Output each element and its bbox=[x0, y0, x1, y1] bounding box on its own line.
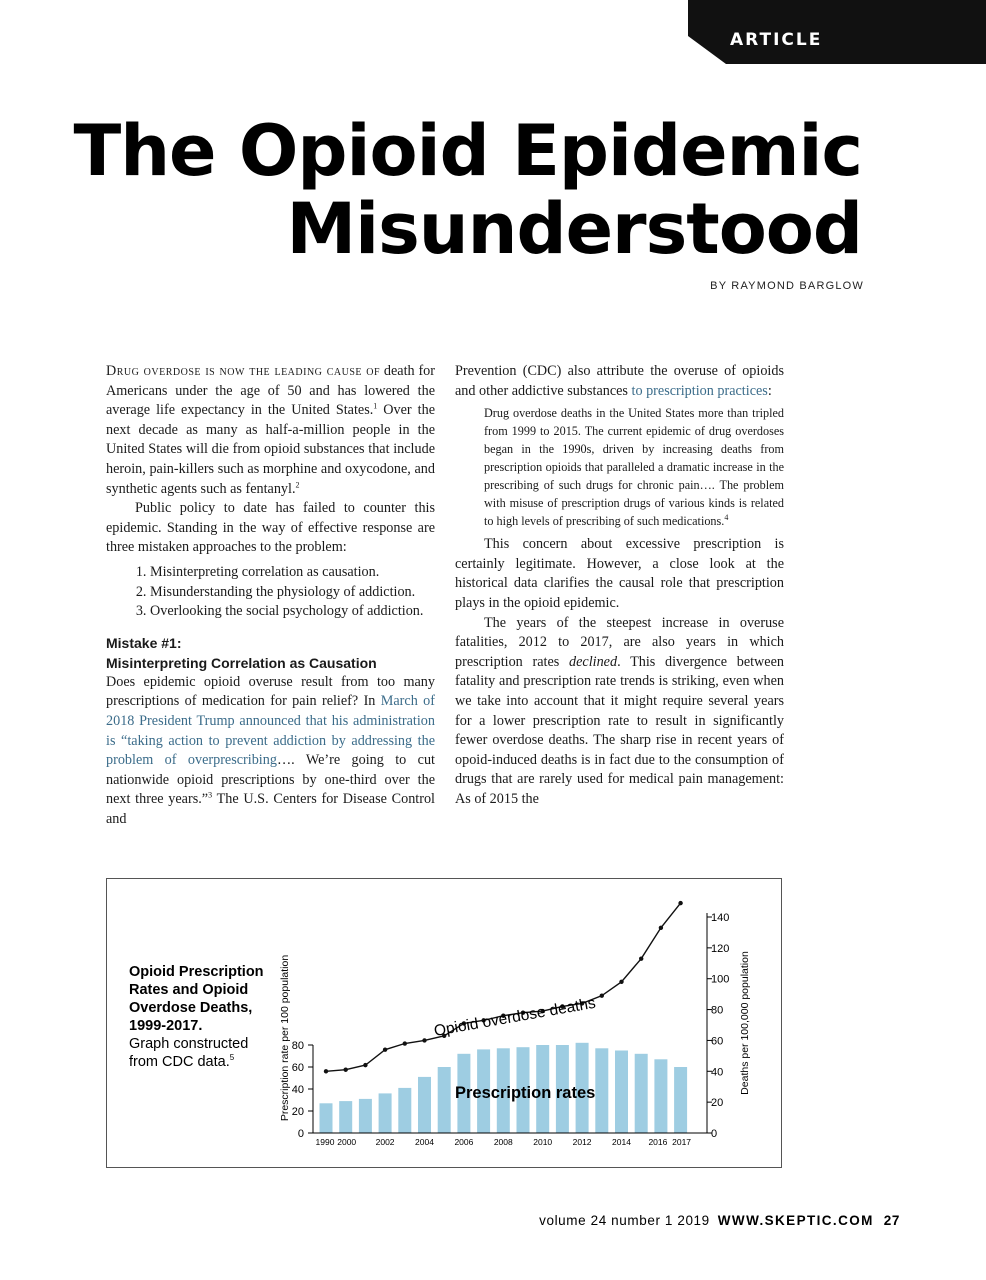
deaths-point-2013 bbox=[600, 993, 604, 997]
right-tick-label: 80 bbox=[711, 1004, 724, 1017]
x-tick-label: 2008 bbox=[493, 1137, 513, 1147]
x-tick-label: 2000 bbox=[337, 1137, 357, 1147]
section-heading-line2: Misinterpreting Correlation as Causation bbox=[106, 654, 377, 671]
paragraph-intro bbox=[106, 362, 435, 499]
footnote-ref: 1 bbox=[373, 401, 378, 411]
deaths-point-2015 bbox=[639, 956, 643, 960]
x-tick-label: 2006 bbox=[454, 1137, 474, 1147]
line-annotation: Opioid overdose deaths bbox=[432, 994, 597, 1040]
bar-2004 bbox=[418, 1077, 431, 1133]
bar-2017 bbox=[674, 1067, 687, 1133]
article-title bbox=[73, 112, 862, 268]
bars-annotation: Prescription rates bbox=[455, 1084, 596, 1102]
footnote-ref: 3 bbox=[208, 790, 213, 800]
byline: BY RAYMOND BARGLOW bbox=[710, 280, 864, 292]
bar-2015 bbox=[635, 1054, 648, 1133]
deaths-line bbox=[326, 903, 681, 1071]
right-tick-label: 40 bbox=[711, 1066, 724, 1079]
bar-2001 bbox=[359, 1099, 372, 1133]
bar-2003 bbox=[398, 1088, 411, 1133]
right-axis-title: Deaths per 100,000 population bbox=[739, 951, 751, 1095]
chart-caption-title: Opioid Prescription Rates and Opioid Overdose Deaths, 1999-2017. bbox=[129, 964, 264, 1034]
quote-text: Drug overdose deaths in the United States more than tripled from 1999 to 2015. The current epidemic of drug overdoses began in the 1990s, driven by increasing deaths from prescription opioids that paralleled a dramatic increase in the prescribing of such drugs for chronic pain…. The problem with misuse of prescription drugs of various kinds is related to high levels of prescribing of such medications. bbox=[484, 406, 784, 529]
deaths-point-2000 bbox=[344, 1068, 348, 1072]
right-tick-label: 100 bbox=[711, 973, 730, 986]
paragraph-concern: This concern about excessive prescription is certainly legitimate. However, a close look at the historical data clarifies the causal role that prescription plays in the opioid epidemic. bbox=[455, 536, 784, 611]
footnote-ref: 4 bbox=[724, 513, 729, 523]
paragraph-steepest bbox=[455, 614, 784, 810]
page-number: 27 bbox=[883, 1213, 900, 1228]
paragraph-text: death for Americans under the age of 50 and has lowered the average life expectancy in the United States. bbox=[106, 363, 435, 419]
lead-in-small-caps: Drug overdose is now the leading cause of bbox=[106, 363, 381, 379]
deaths-point-2002 bbox=[383, 1047, 387, 1051]
right-tick-label: 140 bbox=[711, 912, 730, 924]
paragraph-policy: Public policy to date has failed to counter this epidemic. Standing in the way of effective response are three mistaken approaches to the problem: bbox=[106, 500, 435, 556]
column-right bbox=[455, 362, 784, 810]
left-tick-label: 80 bbox=[291, 1040, 304, 1052]
left-tick-label: 60 bbox=[291, 1062, 304, 1074]
footnote-ref: 2 bbox=[295, 479, 300, 489]
list-item: 2. Misunderstanding the physiology of addiction. bbox=[150, 583, 435, 603]
x-tick-label: 2014 bbox=[612, 1137, 631, 1147]
bar-2016 bbox=[654, 1059, 667, 1133]
left-tick-label: 0 bbox=[297, 1128, 304, 1140]
x-tick-label: 2004 bbox=[415, 1137, 434, 1147]
section-heading bbox=[106, 633, 435, 673]
paragraph-cdc bbox=[455, 362, 784, 401]
left-tick-label: 20 bbox=[291, 1106, 304, 1118]
deaths-point-2017 bbox=[678, 901, 682, 905]
x-tick-label: 2010 bbox=[533, 1137, 553, 1147]
section-tab-label: ARTICLE bbox=[730, 30, 823, 50]
paragraph-text: The years of the steepest increase in overuse fatalities, 2012 to 2017, are also years in which prescription rates bbox=[455, 614, 784, 670]
paragraph-text: . This divergence between fatality and prescription rate trends is striking, even when we take into account that it might require several years for a lower prescription rate to result in significantly fewer overdose deaths. The sharp rise in recent years of opoid-induced deaths is in fact due to the consumption of drugs that are rarely used for medical pain management: As of 2015 the bbox=[455, 653, 784, 807]
x-tick-label: 2002 bbox=[375, 1137, 395, 1147]
paragraph-text: Prevention (CDC) also attribute the overuse of opioids and other addictive substances bbox=[455, 363, 784, 399]
deaths-point-2001 bbox=[363, 1063, 367, 1067]
section-heading-line1: Mistake #1: bbox=[106, 634, 182, 651]
chart-caption-note: Graph constructed from CDC data. bbox=[129, 1036, 249, 1070]
paragraph-text: : bbox=[767, 382, 772, 399]
left-axis-title: Prescription rate per 100 population bbox=[279, 954, 291, 1122]
list-item: 1. Misinterpreting correlation as causation. bbox=[150, 563, 435, 583]
paragraph-text: …. We’re going to cut nationwide opioid prescriptions by one-third over the next three years.” bbox=[106, 752, 435, 808]
bar-2014 bbox=[615, 1051, 628, 1134]
list-item: 3. Overlooking the social psychology of addiction. bbox=[150, 602, 435, 622]
chart-svg bbox=[107, 879, 781, 1167]
deaths-point-2014 bbox=[619, 980, 623, 984]
paragraph-text: The U.S. Centers for Disease Control and bbox=[106, 791, 435, 827]
emphasis: declined bbox=[569, 653, 618, 670]
left-tick-label: 40 bbox=[291, 1084, 304, 1096]
right-tick-label: 120 bbox=[711, 942, 730, 955]
bar-1999 bbox=[320, 1103, 333, 1133]
x-tick-label: 2016 bbox=[648, 1137, 668, 1147]
deaths-point-1999 bbox=[324, 1069, 328, 1073]
bar-2005 bbox=[438, 1067, 451, 1133]
page-footer bbox=[539, 1213, 900, 1228]
x-tick-label: 2017 bbox=[672, 1137, 692, 1147]
trump-announcement-link[interactable]: March of 2018 President Trump announced that his administration is “taking action to prevent addiction by addressing the problem of overprescribing bbox=[106, 693, 435, 769]
bar-2013 bbox=[595, 1048, 608, 1133]
paragraph-text: Over the next decade as many as half-a-million people in the United States will die from opioid substances that include heroin, pain-killers such as morphine and oxycodone, and synthetic agents such as fentanyl. bbox=[106, 402, 435, 497]
block-quote bbox=[455, 404, 784, 530]
right-tick-label: 60 bbox=[711, 1035, 724, 1048]
x-tick-label: 1990 bbox=[315, 1137, 335, 1147]
article-title-line2: Misunderstood bbox=[286, 188, 862, 270]
footnote-ref: 5 bbox=[229, 1053, 235, 1063]
right-tick-label: 0 bbox=[711, 1128, 718, 1140]
bar-2002 bbox=[379, 1093, 392, 1133]
column-left bbox=[106, 362, 435, 829]
x-tick-label: 2012 bbox=[572, 1137, 592, 1147]
prescription-practices-link[interactable]: to prescription practices bbox=[631, 382, 768, 399]
site-url[interactable]: WWW.SKEPTIC.COM bbox=[717, 1213, 874, 1228]
deaths-point-2003 bbox=[403, 1041, 407, 1045]
deaths-point-2004 bbox=[422, 1038, 426, 1042]
mistakes-list bbox=[106, 563, 435, 622]
article-title-line1: The Opioid Epidemic bbox=[73, 110, 862, 192]
paragraph-text: Does epidemic opioid overuse result from too many prescriptions of medication for pain relief? In bbox=[106, 673, 435, 710]
right-tick-label: 20 bbox=[711, 1097, 724, 1110]
chart-figure bbox=[106, 878, 782, 1168]
issue-info: volume 24 number 1 2019 bbox=[539, 1213, 710, 1228]
bar-2000 bbox=[339, 1101, 352, 1133]
paragraph-trump bbox=[106, 673, 435, 830]
deaths-point-2016 bbox=[659, 926, 663, 930]
